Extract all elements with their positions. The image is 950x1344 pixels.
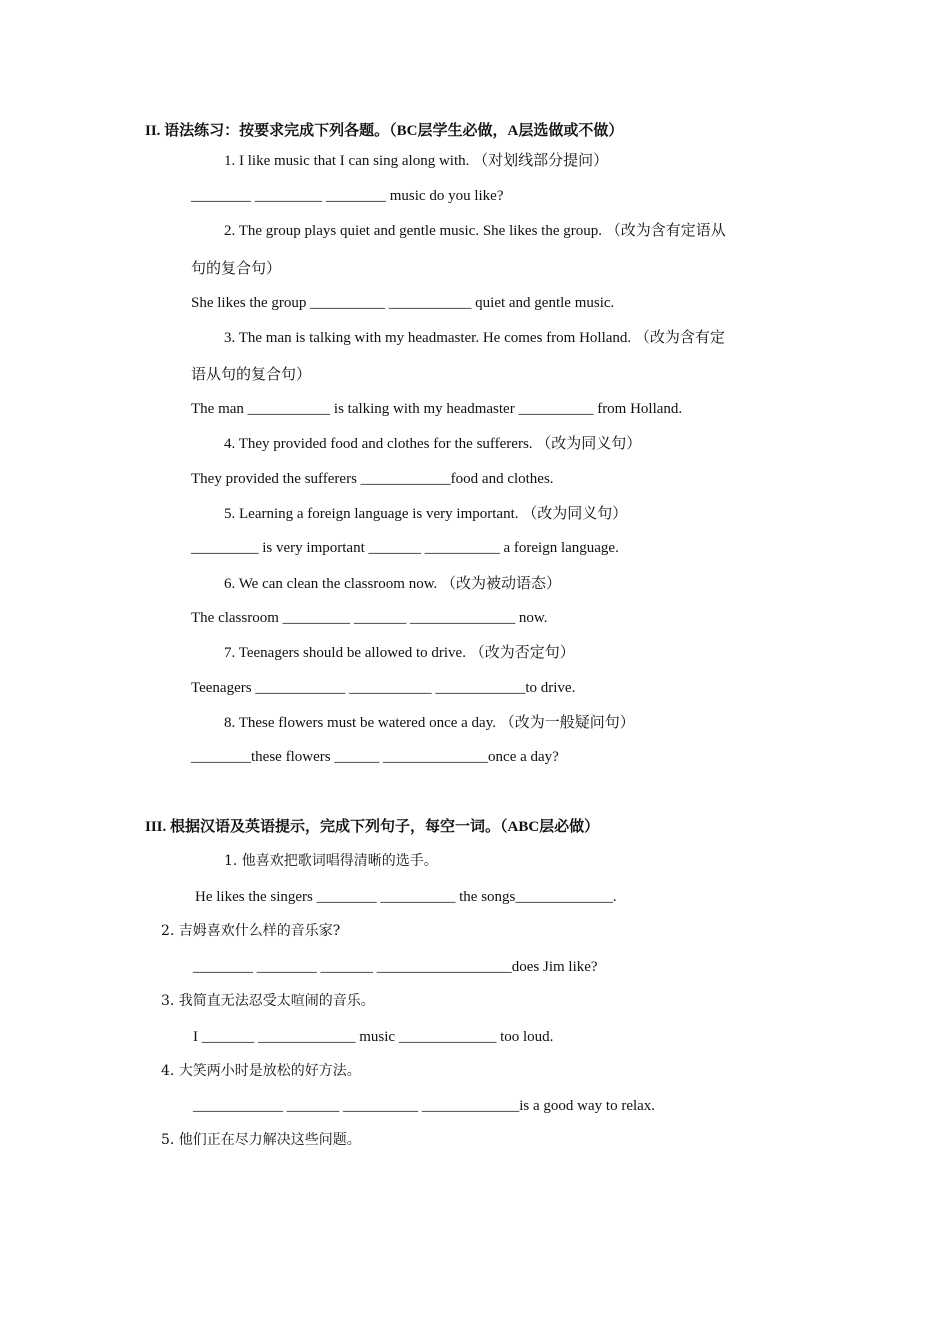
s3-q3-prompt: 3. 我简直无法忍受太喧闹的音乐。: [161, 993, 375, 1009]
s3-q1-answer: He likes the singers ________ __________ the songs_____________.: [195, 889, 617, 905]
s3-q2-answer: ________ ________ _______ __________________does Jim like?: [193, 959, 598, 975]
s3-q3-answer: I _______ _____________ music _____________ too loud.: [193, 1029, 554, 1045]
section-3-heading: III. 根据汉语及英语提示，完成下列句子，每空一词。（ABC层必做）: [145, 819, 600, 835]
s2-q7-prompt: 7. Teenagers should be allowed to drive. （改为否定句）: [224, 645, 575, 661]
s2-q1-answer: ________ _________ ________ music do you like?: [191, 188, 504, 204]
s3-q2-prompt: 2. 吉姆喜欢什么样的音乐家?: [161, 923, 341, 939]
s3-q1-prompt: 1. 他喜欢把歌词唱得清晰的选手。: [224, 853, 438, 869]
s2-q8-answer: ________these flowers ______ ______________once a day?: [191, 749, 559, 765]
s2-q4-answer: They provided the sufferers ____________food and clothes.: [191, 471, 554, 487]
s2-q2-prompt-cont: 句的复合句）: [191, 261, 282, 277]
s2-q5-prompt: 5. Learning a foreign language is very important. （改为同义句）: [224, 506, 628, 522]
s3-q4-prompt: 4. 大笑两小时是放松的好方法。: [161, 1063, 361, 1079]
s2-q2-prompt: 2. The group plays quiet and gentle music. She likes the group. （改为含有定语从: [224, 223, 726, 239]
s2-q6-prompt: 6. We can clean the classroom now. （改为被动语态）: [224, 576, 562, 592]
s2-q3-answer: The man ___________ is talking with my headmaster __________ from Holland.: [191, 401, 683, 417]
s2-q6-answer: The classroom _________ _______ ______________ now.: [191, 610, 548, 626]
s2-q3-prompt: 3. The man is talking with my headmaster. He comes from Holland. （改为含有定: [224, 330, 725, 346]
s3-q4-answer: ____________ _______ __________ _____________is a good way to relax.: [193, 1098, 656, 1114]
s2-q7-answer: Teenagers ____________ ___________ ____________to drive.: [191, 680, 576, 696]
section-2-heading: II. 语法练习：按要求完成下列各题。（BC层学生必做，A层选做或不做）: [145, 123, 624, 139]
s2-q5-answer: _________ is very important _______ __________ a foreign language.: [191, 540, 619, 556]
s2-q8-prompt: 8. These flowers must be watered once a day. （改为一般疑问句）: [224, 715, 635, 731]
s2-q2-answer: She likes the group __________ ___________ quiet and gentle music.: [191, 295, 615, 311]
s2-q1-prompt: 1. I like music that I can sing along with. （对划线部分提问）: [224, 153, 609, 169]
s3-q5-prompt: 5. 他们正在尽力解决这些问题。: [161, 1132, 361, 1148]
s2-q3-prompt-cont: 语从句的复合句）: [191, 367, 312, 383]
s2-q4-prompt: 4. They provided food and clothes for the sufferers. （改为同义句）: [224, 436, 642, 452]
